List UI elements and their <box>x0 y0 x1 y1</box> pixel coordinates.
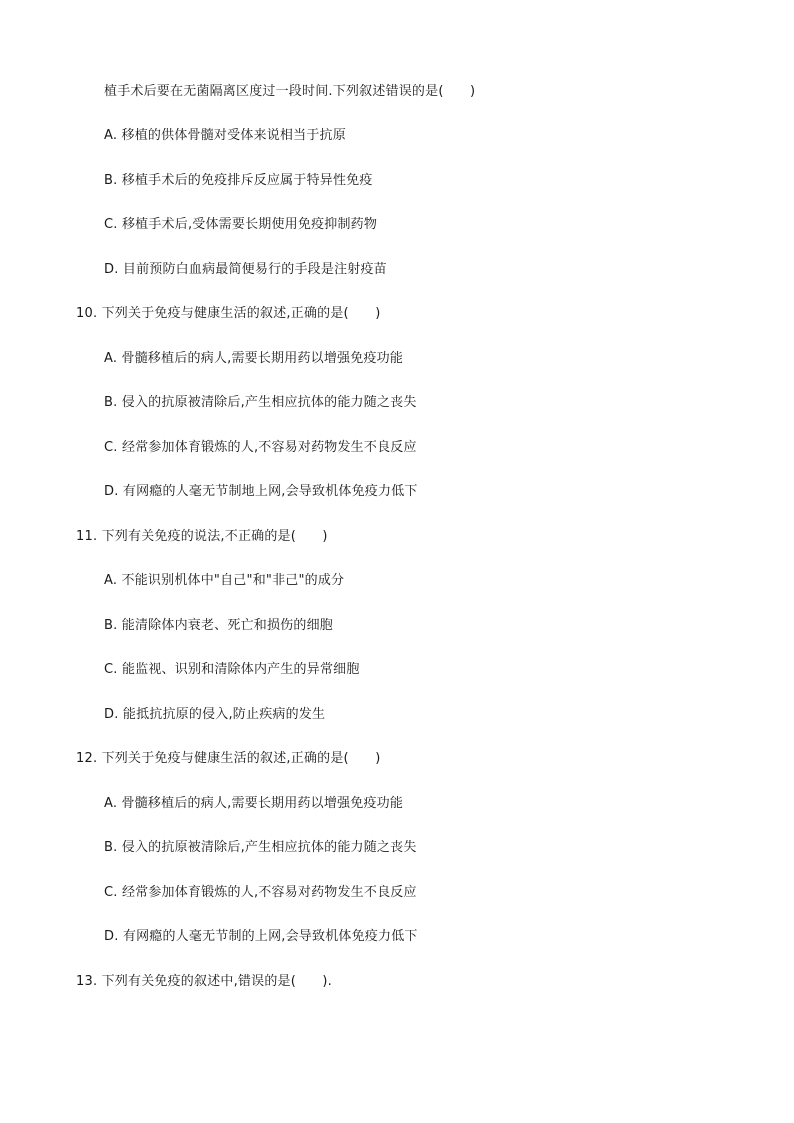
question-13-stem: 13. 下列有关免疫的叙述中,错误的是( ). <box>76 974 333 989</box>
question-12-stem: 12. 下列关于免疫与健康生活的叙述,正确的是( ) <box>76 751 381 766</box>
question-12-option-c: C. 经常参加体育锻炼的人,不容易对药物发生不良反应 <box>104 885 417 900</box>
question-11-option-a: A. 不能识别机体中"自己"和"非己"的成分 <box>104 573 345 588</box>
question-10-option-c: C. 经常参加体育锻炼的人,不容易对药物发生不良反应 <box>104 440 417 455</box>
question-10-option-b: B. 侵入的抗原被清除后,产生相应抗体的能力随之丧失 <box>104 395 417 410</box>
question-9-continuation: 植手术后要在无菌隔离区度过一段时间.下列叙述错误的是( ) <box>104 84 476 99</box>
question-12-option-a: A. 骨髓移植后的病人,需要长期用药以增强免疫功能 <box>104 796 404 811</box>
question-11-option-c: C. 能监视、识别和清除体内产生的异常细胞 <box>104 662 360 677</box>
question-9-option-b: B. 移植手术后的免疫排斥反应属于特异性免疫 <box>104 173 373 188</box>
question-9-option-a: A. 移植的供体骨髓对受体来说相当于抗原 <box>104 128 346 143</box>
question-10-option-a: A. 骨髓移植后的病人,需要长期用药以增强免疫功能 <box>104 351 404 366</box>
question-12-option-b: B. 侵入的抗原被清除后,产生相应抗体的能力随之丧失 <box>104 840 417 855</box>
question-9-option-c: C. 移植手术后,受体需要长期使用免疫抑制药物 <box>104 217 378 232</box>
question-12-option-d: D. 有网瘾的人毫无节制的上网,会导致机体免疫力低下 <box>104 929 418 944</box>
question-11-stem: 11. 下列有关免疫的说法,不正确的是( ) <box>76 529 328 544</box>
question-11-option-b: B. 能清除体内衰老、死亡和损伤的细胞 <box>104 618 333 633</box>
question-9-option-d: D. 目前预防白血病最简便易行的手段是注射疫苗 <box>104 262 387 277</box>
question-10-option-d: D. 有网瘾的人毫无节制地上网,会导致机体免疫力低下 <box>104 484 418 499</box>
question-10-stem: 10. 下列关于免疫与健康生活的叙述,正确的是( ) <box>76 306 381 321</box>
question-11-option-d: D. 能抵抗抗原的侵入,防止疾病的发生 <box>104 707 326 722</box>
